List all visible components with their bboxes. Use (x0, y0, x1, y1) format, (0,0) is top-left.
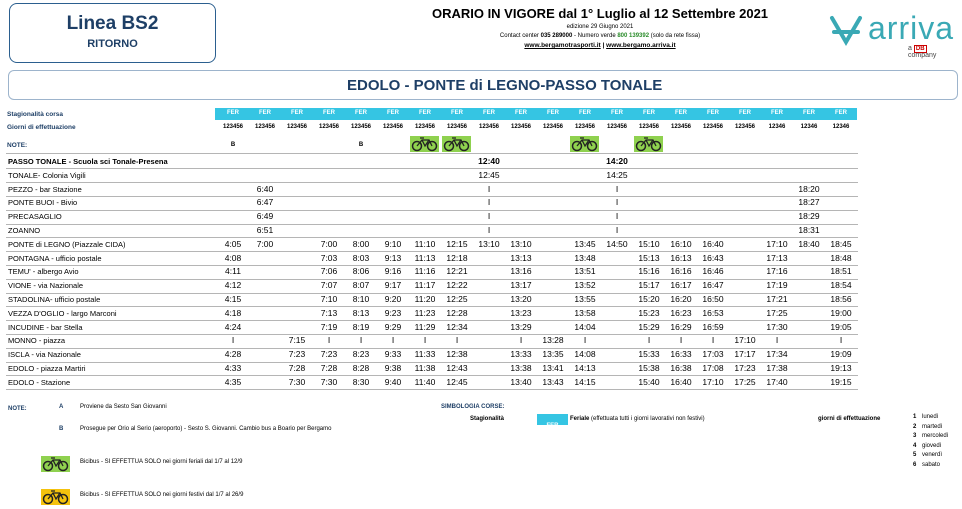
time-cell: I (487, 183, 491, 194)
legend-day-number: 1 (913, 414, 917, 420)
time-cell: 12:34 (446, 321, 468, 332)
time-cell: 7:30 (288, 376, 306, 387)
row-divider (6, 168, 858, 169)
time-cell: 18:45 (830, 238, 852, 249)
time-cell: 6:40 (256, 183, 274, 194)
website-link-2[interactable]: www.bergamo.arriva.it (606, 42, 676, 49)
time-cell: 7:13 (320, 307, 338, 318)
time-cell: 15:10 (638, 238, 660, 249)
legend-day-name: lunedì (922, 414, 939, 420)
days-cell: 123456 (286, 124, 308, 130)
time-cell: 12:45 (446, 376, 468, 387)
time-cell: 13:29 (510, 321, 532, 332)
validity-title: ORARIO IN VIGORE dal 1° Luglio al 12 Settembre 2021 (431, 6, 769, 21)
time-cell: 7:00 (256, 238, 274, 249)
time-cell: 14:15 (574, 376, 596, 387)
time-cell: 13:17 (510, 280, 532, 291)
time-cell: 8:10 (352, 294, 370, 304)
time-cell: 18:29 (798, 211, 820, 222)
stop-name: STADOLINA- ufficio postale (8, 295, 101, 304)
time-cell: 19:00 (830, 307, 852, 318)
time-cell: 8:23 (352, 349, 370, 360)
days-cell: 123456 (350, 124, 372, 130)
days-cell: 123456 (542, 124, 564, 130)
bike-holiday-badge (41, 489, 70, 505)
time-cell: 11:33 (414, 349, 436, 360)
row-divider (6, 210, 858, 211)
time-cell: 19:15 (830, 376, 852, 387)
seasonality-cell: FER (291, 110, 303, 116)
bicycle-icon (41, 489, 70, 505)
time-cell: 13:23 (510, 307, 532, 318)
stop-name: EDOLO - piazza Martiri (8, 364, 86, 373)
note-cell: B (358, 142, 364, 148)
seasonality-cell: FER (227, 110, 239, 116)
time-cell: 8:03 (352, 252, 370, 263)
time-cell: 17:16 (766, 266, 788, 277)
days-cell: 123456 (702, 124, 724, 130)
time-cell: 16:10 (670, 238, 692, 249)
stop-name: EDOLO - Stazione (8, 377, 71, 387)
bicycle-icon (410, 136, 439, 152)
time-cell: 17:13 (766, 252, 788, 263)
time-cell: 4:05 (224, 238, 242, 249)
stop-name: PEZZO - bar Stazione (8, 184, 82, 194)
time-cell: 16:23 (670, 307, 692, 318)
time-cell: 13:20 (510, 294, 532, 304)
legend-day-number: 6 (913, 461, 917, 468)
time-cell: 11:23 (414, 307, 436, 318)
time-cell: 7:03 (320, 252, 338, 263)
days-cell: 123456 (510, 124, 532, 130)
time-cell: 18:54 (830, 280, 852, 291)
time-cell: 16:20 (670, 294, 692, 304)
seasonality-cell: FER (579, 110, 591, 116)
time-cell: 12:22 (446, 280, 468, 291)
days-cell: 123456 (414, 124, 436, 130)
db-logo: DB (915, 46, 925, 52)
seasonality-cell: FER (451, 110, 463, 116)
legend-day-number: 5 (913, 452, 917, 458)
time-cell: 18:51 (830, 266, 852, 277)
time-cell: 16:16 (670, 266, 692, 277)
days-cell: 12346 (800, 124, 818, 130)
time-cell: I (487, 197, 491, 208)
time-cell: I (615, 225, 619, 235)
time-cell: 15:40 (638, 376, 660, 387)
bicycle-icon (41, 456, 70, 472)
time-cell: 11:38 (414, 363, 436, 373)
stop-name: ZOANNO (8, 226, 41, 235)
time-cell: 11:13 (414, 252, 436, 263)
bike-weekday-text: Bicibus - SI EFFETTUA SOLO nei giorni feriali dal 1/7 al 12/9 (80, 459, 243, 465)
time-cell: 13:16 (510, 266, 532, 277)
time-cell: 17:30 (766, 321, 788, 332)
time-cell: 13:55 (574, 294, 596, 304)
time-cell: I (359, 335, 363, 346)
time-cell: 8:13 (352, 307, 370, 318)
time-cell: 13:58 (574, 307, 596, 318)
label-stagionalita: Stagionalità corsa (7, 111, 63, 118)
time-cell: 7:28 (288, 363, 306, 373)
legend-day-number: 3 (913, 433, 917, 439)
time-cell: 18:20 (798, 183, 820, 194)
time-cell: I (231, 335, 235, 346)
time-cell: 6:51 (256, 225, 274, 235)
legend-day-number: 4 (913, 442, 917, 449)
bike-badge (410, 136, 439, 152)
time-cell: I (775, 335, 779, 346)
seasonality-cell: FER (675, 110, 687, 116)
seasonality-cell: FER (419, 110, 431, 116)
time-cell: I (487, 225, 491, 235)
time-cell: 17:10 (766, 238, 788, 249)
legend-days-title: giorni di effettuazione (818, 416, 881, 422)
time-cell: I (839, 335, 843, 346)
seasonality-cell: FER (515, 110, 527, 116)
time-cell: I (583, 335, 587, 346)
days-cell: 123456 (734, 124, 756, 130)
time-cell: 13:10 (478, 238, 500, 249)
row-divider (6, 196, 858, 197)
seasonality-cell: FER (259, 110, 271, 116)
stop-name: MONNO - piazza (8, 336, 66, 346)
time-cell: 7:28 (320, 363, 338, 373)
time-cell: 13:48 (574, 252, 596, 263)
time-cell: 12:15 (446, 238, 468, 249)
time-cell: 13:45 (574, 238, 596, 249)
time-cell: 17:34 (766, 349, 788, 360)
days-cell: 123456 (670, 124, 692, 130)
legend-day-name: martedì (922, 423, 943, 430)
time-cell: 13:51 (574, 266, 596, 277)
days-cell: 12346 (832, 124, 850, 130)
route-title: EDOLO - PONTE di LEGNO-PASSO TONALE (347, 77, 663, 94)
label-note: NOTE: (7, 142, 28, 149)
note-b-text: Prosegue per Orio al Serio (aeroporto) - Sesto S. Giovanni. Cambio bus a Boario per Bergamo (80, 426, 332, 432)
time-cell: 12:45 (478, 169, 500, 180)
days-cell: 123456 (318, 124, 340, 130)
legend-day-name: mercoledì (922, 433, 949, 439)
time-cell: 13:13 (510, 252, 532, 263)
time-cell: 13:35 (542, 349, 564, 360)
time-cell: 7:23 (320, 349, 338, 360)
time-cell: 16:47 (702, 280, 724, 291)
days-cell: 12346 (768, 124, 786, 130)
time-cell: 17:08 (702, 363, 724, 373)
time-cell: 7:07 (320, 280, 338, 291)
time-cell: 4:18 (224, 307, 242, 318)
time-cell: I (423, 335, 427, 346)
time-cell: 4:35 (224, 376, 242, 387)
time-cell: 9:38 (384, 363, 402, 373)
time-cell: 12:43 (446, 363, 468, 373)
time-cell: 14:20 (606, 156, 628, 166)
time-cell: 13:52 (574, 280, 596, 291)
time-cell: 13:38 (510, 363, 532, 373)
row-divider (6, 153, 858, 154)
legend-stagionalita: Stagionalità (470, 416, 505, 422)
bicycle-icon (634, 136, 663, 152)
time-cell: 8:19 (352, 321, 370, 332)
time-cell: 15:17 (638, 280, 660, 291)
time-cell: I (487, 211, 491, 222)
time-cell: I (327, 335, 331, 346)
time-cell: 14:25 (606, 169, 628, 180)
days-cell: 123456 (638, 124, 660, 130)
days-cell: 123456 (382, 124, 404, 130)
stop-name: PASSO TONALE - Scuola sci Tonale-Presena (8, 157, 168, 166)
edition-text: edizione 29 Giugno 2021 (566, 24, 634, 30)
time-cell: 14:04 (574, 321, 596, 332)
legend-feriale: Feriale (effettuata tutti i giorni lavorativi non festivi) (570, 416, 705, 422)
time-cell: 12:25 (446, 294, 468, 304)
time-cell: 17:23 (734, 363, 756, 373)
legend-title: SIMBOLOGIA CORSE: (441, 404, 505, 410)
time-cell: 11:29 (414, 321, 436, 332)
seasonality-cell: FER (483, 110, 495, 116)
time-cell: 8:00 (352, 238, 370, 249)
bike-badge (634, 136, 663, 152)
time-cell: 8:07 (352, 280, 370, 291)
label-giorni: Giorni di effettuazione (7, 124, 76, 131)
logo-word: arriva (868, 10, 955, 46)
time-cell: 18:40 (798, 238, 820, 249)
time-cell: 14:08 (574, 349, 596, 360)
time-cell: 15:33 (638, 349, 660, 360)
time-cell: 16:13 (670, 252, 692, 263)
time-cell: 16:17 (670, 280, 692, 291)
time-cell: 9:20 (384, 294, 402, 304)
time-cell: 7:10 (320, 294, 338, 304)
seasonality-cell: FER (355, 110, 367, 116)
time-cell: 7:15 (288, 335, 306, 346)
stop-name: TEMU' - albergo Avio (8, 267, 79, 277)
time-cell: 17:10 (702, 376, 724, 387)
bike-badge (442, 136, 471, 152)
time-cell: 7:06 (320, 266, 338, 277)
time-cell: 15:29 (638, 321, 660, 332)
seasonality-cell: FER (643, 110, 655, 116)
note-a-text: Proviene da Sesto San Giovanni (80, 404, 167, 410)
time-cell: 7:30 (320, 376, 338, 387)
stop-name: ISCLA - via Nazionale (8, 350, 81, 360)
time-cell: I (615, 197, 619, 208)
stop-name: VIONE - via Nazionale (8, 281, 84, 291)
website-line: www.bergamotrasporti.it | www.bergamo.arriva.it (524, 42, 676, 49)
time-cell: 4:28 (224, 349, 242, 360)
time-cell: 12:38 (446, 349, 468, 360)
seasonality-cell: FER (835, 110, 847, 116)
stop-name: PRECASAGLIO (8, 212, 62, 222)
stop-name: TONALE- Colonia Vigili (8, 170, 86, 180)
time-cell: 12:18 (446, 252, 468, 263)
row-divider (6, 389, 858, 390)
time-cell: 17:38 (766, 363, 788, 373)
seasonality-cell: FER (323, 110, 335, 116)
time-cell: 7:19 (320, 321, 338, 332)
time-cell: 17:17 (734, 349, 756, 360)
time-cell: 18:56 (830, 294, 852, 304)
seasonality-cell: FER (803, 110, 815, 116)
time-cell: 9:16 (384, 266, 402, 277)
time-cell: 12:28 (446, 307, 468, 318)
notes-label: NOTE: (8, 406, 27, 412)
seasonality-cell: FER (387, 110, 399, 116)
days-cell: 123456 (478, 124, 500, 130)
time-cell: 11:40 (414, 376, 436, 387)
time-cell: 15:13 (638, 252, 660, 263)
time-cell: I (519, 335, 523, 346)
time-cell: 13:43 (542, 376, 564, 387)
time-cell: I (615, 183, 619, 194)
stop-name: PONTE di LEGNO (Piazzale CIDA) (8, 239, 126, 249)
time-cell: 8:06 (352, 266, 370, 277)
time-cell: 16:29 (670, 321, 692, 332)
time-cell: 9:29 (384, 321, 402, 332)
time-cell: 17:19 (766, 280, 788, 291)
time-cell: 4:08 (224, 252, 242, 263)
legend-fer-badge: FER (537, 414, 568, 425)
legend-day-number: 2 (913, 423, 917, 430)
green-number: 800 139392 (617, 33, 650, 39)
time-cell: 19:09 (830, 349, 852, 360)
time-cell: 16:40 (670, 376, 692, 387)
time-cell: 11:10 (414, 238, 436, 249)
time-cell: I (647, 335, 651, 346)
time-cell: 17:03 (702, 349, 724, 360)
seasonality-cell: FER (739, 110, 751, 116)
contact-line: Contact center 035 289000 - Numero verde 800 139392 (solo da rete fissa) (499, 33, 701, 39)
bike-badge (570, 136, 599, 152)
legend-day-name: giovedì (922, 442, 942, 449)
time-cell: I (455, 335, 459, 346)
time-cell: 11:17 (414, 280, 436, 291)
bicycle-icon (570, 136, 599, 152)
stop-name: VEZZA D'OGLIO - largo Marconi (8, 308, 117, 318)
seasonality-cell: FER (547, 110, 559, 116)
days-cell: 123456 (606, 124, 628, 130)
time-cell: 9:40 (384, 376, 402, 387)
time-cell: 7:23 (288, 349, 306, 360)
days-cell: 123456 (254, 124, 276, 130)
time-cell: 13:33 (510, 349, 532, 360)
time-cell: 11:16 (414, 266, 436, 277)
time-cell: 16:33 (670, 349, 692, 360)
time-cell: 16:59 (702, 321, 724, 332)
time-cell: I (615, 211, 619, 222)
time-cell: 16:46 (702, 266, 724, 277)
line-title: Linea BS2 (66, 13, 159, 34)
legend-day-name: sabato (922, 461, 941, 468)
time-cell: 17:10 (734, 335, 756, 346)
time-cell: 16:50 (702, 294, 724, 304)
time-cell: 7:00 (320, 238, 338, 249)
time-cell: 19:13 (830, 363, 852, 373)
seasonality-cell: FER (771, 110, 783, 116)
time-cell: 4:12 (224, 280, 242, 291)
days-cell: 123456 (446, 124, 468, 130)
time-cell: 17:40 (766, 376, 788, 387)
time-cell: 14:13 (574, 363, 596, 373)
time-cell: 9:23 (384, 307, 402, 318)
time-cell: 12:21 (446, 266, 468, 277)
time-cell: 9:33 (384, 349, 402, 360)
seasonality-cell: FER (707, 110, 719, 116)
time-cell: 8:30 (352, 376, 370, 387)
time-cell: 6:47 (256, 197, 274, 208)
row-divider (6, 224, 858, 225)
logo-subtitle: a DB company (908, 45, 937, 59)
days-cell: 123456 (222, 124, 244, 130)
time-cell: 8:28 (352, 363, 370, 373)
time-cell: 18:31 (798, 225, 820, 235)
time-cell: 9:13 (384, 252, 402, 263)
bicycle-icon (442, 136, 471, 152)
time-cell: 4:24 (224, 321, 242, 332)
time-cell: 13:28 (542, 335, 564, 346)
website-link-1[interactable]: www.bergamotrasporti.it (524, 42, 601, 49)
time-cell: 13:41 (542, 363, 564, 373)
time-cell: 19:05 (830, 321, 852, 332)
time-cell: 16:40 (702, 238, 724, 249)
contact-number: 035 289000 (540, 33, 573, 39)
time-cell: 15:20 (638, 294, 660, 304)
seasonality-cell: FER (611, 110, 623, 116)
days-cell: 123456 (574, 124, 596, 130)
line-direction: RITORNO (87, 38, 138, 50)
stop-name: INCUDINE - bar Stella (8, 322, 83, 332)
time-cell: 9:10 (384, 238, 402, 249)
time-cell: 13:40 (510, 376, 532, 387)
time-cell: 15:23 (638, 307, 660, 318)
bike-weekday-badge (41, 456, 70, 472)
time-cell: 12:40 (478, 156, 500, 166)
legend-day-name: venerdì (922, 452, 943, 458)
time-cell: I (679, 335, 683, 346)
stop-name: PONTAGNA - ufficio postale (8, 253, 102, 263)
time-cell: 13:10 (510, 238, 532, 249)
time-cell: 16:38 (670, 363, 692, 373)
time-cell: 4:15 (224, 294, 242, 304)
time-cell: 16:43 (702, 252, 724, 263)
time-cell: 18:27 (798, 197, 820, 208)
time-cell: 17:21 (766, 294, 788, 304)
time-cell: 15:16 (638, 266, 660, 277)
time-cell: 4:33 (224, 363, 242, 373)
note-a-code: A (59, 404, 64, 410)
time-cell: 14:50 (606, 238, 628, 249)
note-cell: B (230, 142, 236, 148)
time-cell: 16:53 (702, 307, 724, 318)
time-cell: 9:17 (384, 280, 402, 291)
time-cell: 15:38 (638, 363, 660, 373)
note-b-code: B (59, 426, 64, 432)
time-cell: 4:11 (225, 266, 241, 277)
bike-holiday-text: Bicibus - SI EFFETTUA SOLO nei giorni festivi dal 1/7 al 26/9 (80, 492, 244, 498)
stop-name: PONTE BUOI - Bivio (8, 198, 78, 208)
time-cell: 11:20 (414, 294, 436, 304)
time-cell: 18:48 (830, 252, 852, 263)
row-divider (6, 182, 858, 183)
time-cell: I (711, 335, 715, 346)
time-cell: I (391, 335, 395, 346)
time-cell: 17:25 (766, 307, 788, 318)
time-cell: 17:25 (734, 376, 756, 387)
time-cell: 6:49 (256, 211, 274, 222)
